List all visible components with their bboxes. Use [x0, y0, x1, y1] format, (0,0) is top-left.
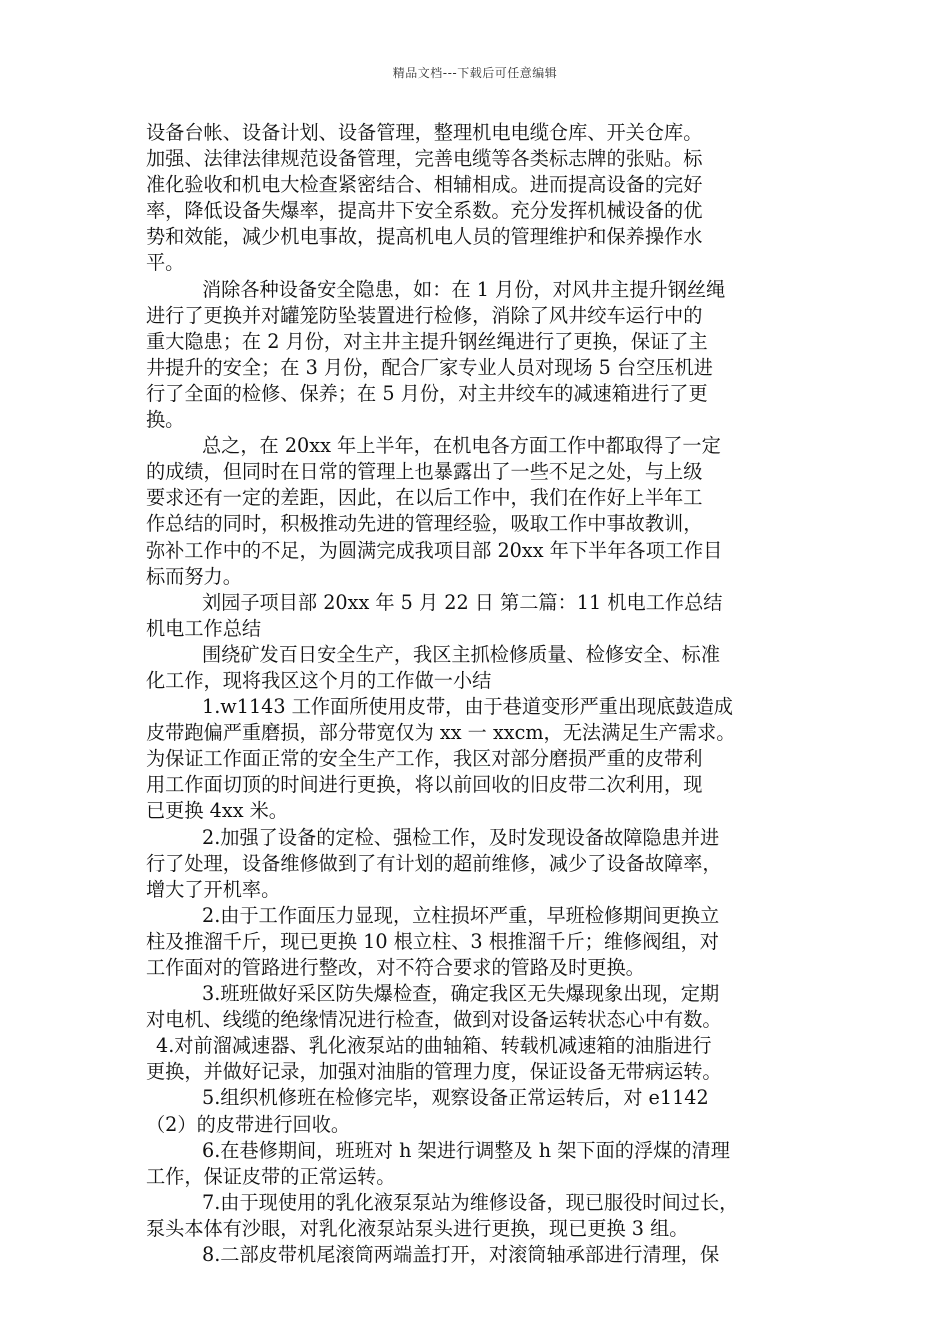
text-line: 更换，并做好记录，加强对油脂的管理力度，保证设备无带病运转。: [146, 1060, 722, 1084]
text-line: 作总结的同时，积极推动先进的管理经验，吸取工作中事故教训，: [146, 512, 703, 536]
text-line: 8.二部皮带机尾滚筒两端盖打开，对滚筒轴承部进行清理，保: [202, 1243, 720, 1267]
text-line: 4.对前溜减速器、乳化液泵站的曲轴箱、转载机减速箱的油脂进行: [156, 1034, 712, 1058]
text-line: 围绕矿发百日安全生产，我区主抓检修质量、检修安全、标准: [202, 642, 721, 666]
text-line: 弥补工作中的不足，为圆满完成我项目部 20xx 年下半年各项工作目: [146, 538, 723, 562]
text-line: 1.w1143 工作面所使用皮带，由于巷道变形严重出现底鼓造成: [202, 695, 733, 719]
text-line: 进行了更换并对罐笼防坠装置进行检修，消除了风井绞车运行中的: [146, 303, 703, 327]
text-line: 已更换 4xx 米。: [146, 799, 288, 823]
text-line: 增大了开机率。: [146, 877, 281, 901]
text-line: 工作，保证皮带的正常运转。: [146, 1164, 396, 1188]
text-line: 对电机、线缆的绝缘情况进行检查，做到对设备运转状态心中有数。: [146, 1008, 722, 1032]
text-line: 7.由于现使用的乳化液泵泵站为维修设备，现已服役时间过长，: [202, 1190, 739, 1214]
text-line: 泵头本体有沙眼，对乳化液泵站泵头进行更换，现已更换 3 组。: [146, 1216, 689, 1240]
text-line: 6.在巷修期间，班班对 h 架进行调整及 h 架下面的浮煤的清理: [202, 1138, 730, 1162]
text-line: 行了处理，设备维修做到了有计划的超前维修，减少了设备故障率，: [146, 851, 722, 875]
text-line: 机电工作总结: [146, 616, 262, 640]
text-line: 率，降低设备失爆率，提高井下安全系数。充分发挥机械设备的优: [146, 199, 703, 223]
text-line: 势和效能，减少机电事故，提高机电人员的管理维护和保养操作水: [146, 225, 703, 249]
text-line: 要求还有一定的差距，因此，在以后工作中，我们在作好上半年工: [146, 486, 703, 510]
text-line: 换。: [146, 408, 185, 432]
text-line: 平。: [146, 251, 185, 275]
text-line: 为保证工作面正常的安全生产工作，我区对部分磨损严重的皮带利: [146, 747, 703, 771]
text-line: （2）的皮带进行回收。: [146, 1112, 351, 1136]
text-line: 设备台帐、设备计划、设备管理，整理机电电缆仓库、开关仓库。: [146, 121, 703, 144]
text-line: 消除各种设备安全隐患，如：在 1 月份，对风井主提升钢丝绳: [202, 277, 726, 301]
text-line: 2.加强了设备的定检、强检工作，及时发现设备故障隐患并进: [202, 825, 720, 849]
text-line: 柱及推溜千斤，现已更换 10 根立柱、3 根推溜千斤；维修阀组，对: [146, 929, 719, 953]
text-line: 重大隐患；在 2 月份，对主井主提升钢丝绳进行了更换，保证了主: [146, 329, 708, 353]
page-header: 精品文档---下载后可任意编辑: [392, 66, 558, 80]
text-line: 皮带跑偏严重磨损，部分带宽仅为 xx 一 xxcm，无法满足生产需求。: [146, 721, 736, 745]
text-line: 3.班班做好采区防失爆检查，确定我区无失爆现象出现，定期: [202, 982, 720, 1006]
text-line: 刘园子项目部 20xx 年 5 月 22 日 第二篇：11 机电工作总结: [202, 590, 723, 614]
text-line: 工作面对的管路进行整改，对不符合要求的管路及时更换。: [146, 956, 645, 979]
text-line: 用工作面切顶的时间进行更换，将以前回收的旧皮带二次利用，现: [146, 773, 703, 797]
text-line: 标而努力。: [146, 564, 242, 588]
text-line: 加强、法律法律规范设备管理，完善电缆等各类标志牌的张贴。标: [146, 147, 703, 171]
text-line: 总之，在 20xx 年上半年，在机电各方面工作中都取得了一定: [202, 434, 721, 458]
text-line: 准化验收和机电大检查紧密结合、相辅相成。进而提高设备的完好: [146, 173, 703, 197]
text-line: 5.组织机修班在检修完毕，观察设备正常运转后，对 e1142: [202, 1086, 709, 1110]
text-line: 行了全面的检修、保养；在 5 月份，对主井绞车的减速箱进行了更: [146, 381, 708, 405]
text-line: 化工作，现将我区这个月的工作做一小结: [146, 668, 492, 692]
text-line: 的成绩，但同时在日常的管理上也暴露出了一些不足之处，与上级: [146, 460, 703, 484]
text-line: 2.由于工作面压力显现，立柱损坏严重，早班检修期间更换立: [202, 903, 720, 927]
document-body: [146, 120, 810, 1268]
text-line: 井提升的安全；在 3 月份，配合厂家专业人员对现场 5 台空压机进: [146, 355, 713, 379]
